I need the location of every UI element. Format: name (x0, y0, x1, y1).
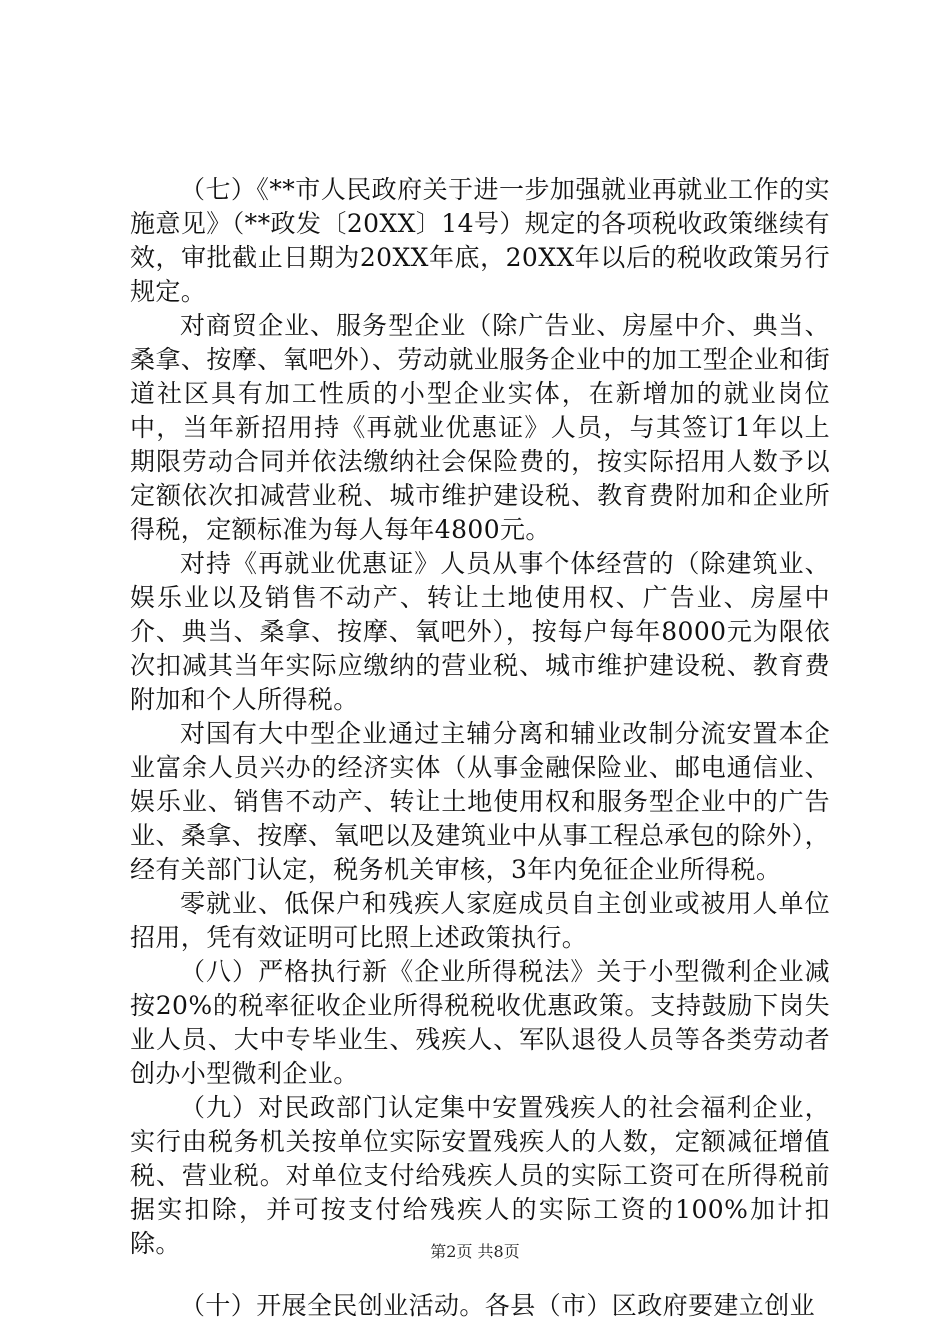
document-body (130, 173, 830, 1323)
paragraph-10: （十）开展全民创业活动。各县（市）区政府要建立创业 (180, 1291, 816, 1320)
paragraph-state-enterprise: 对国有大中型企业通过主辅分离和辅业改制分流安置本企业富余人员兴办的经济实体（从事金融保险业、邮电通信业、娱乐业、销售不动产、转让土地使用权和服务型企业中的广告业、桑拿、按摩、氧吧以及建筑业中从事工程总承包的除外），经有关部门认定，税务机关审核，3年内免征企业所得税。 (130, 719, 830, 884)
paragraph-individual-business: 对持《再就业优惠证》人员从事个体经营的（除建筑业、娱乐业以及销售不动产、转让土地使用权、广告业、房屋中介、典当、桑拿、按摩、氧吧外），按每户每年8000元为限依次扣减其当年实际应缴纳的营业税、城市维护建设税、教育费附加和个人所得税。 (130, 549, 830, 714)
paragraph-9: （九）对民政部门认定集中安置残疾人的社会福利企业，实行由税务机关按单位实际安置残疾人的人数，定额减征增值税、营业税。对单位支付给残疾人员的实际工资可在所得税前据实扣除，并可按支付给残疾人的实际工资的100%加计扣除。 (130, 1093, 830, 1258)
paragraph-zero-employment: 零就业、低保户和残疾人家庭成员自主创业或被用人单位招用，凭有效证明可比照上述政策执行。 (130, 889, 830, 952)
page-footer: 第2页 共8页 (430, 1242, 520, 1261)
paragraph-8: （八）严格执行新《企业所得税法》关于小型微利企业减按20%的税率征收企业所得税税收优惠政策。支持鼓励下岗失业人员、大中专毕业生、残疾人、军队退役人员等各类劳动者创办小型微利企业。 (130, 957, 830, 1088)
paragraph-7: （七）《**市人民政府关于进一步加强就业再就业工作的实施意见》（**政发〔20XX〕14号）规定的各项税收政策继续有效，审批截止日期为20XX年底，20XX年以后的税收政策另行规定。 (130, 175, 830, 306)
paragraph-commerce-services: 对商贸企业、服务型企业（除广告业、房屋中介、典当、桑拿、按摩、氧吧外）、劳动就业服务企业中的加工型企业和街道社区具有加工性质的小型企业实体，在新增加的就业岗位中，当年新招用持《再就业优惠证》人员，与其签订1年以上期限劳动合同并依法缴纳社会保险费的，按实际招用人数予以定额依次扣减营业税、城市维护建设税、教育费附加和企业所得税，定额标准为每人每年4800元。 (130, 311, 830, 544)
